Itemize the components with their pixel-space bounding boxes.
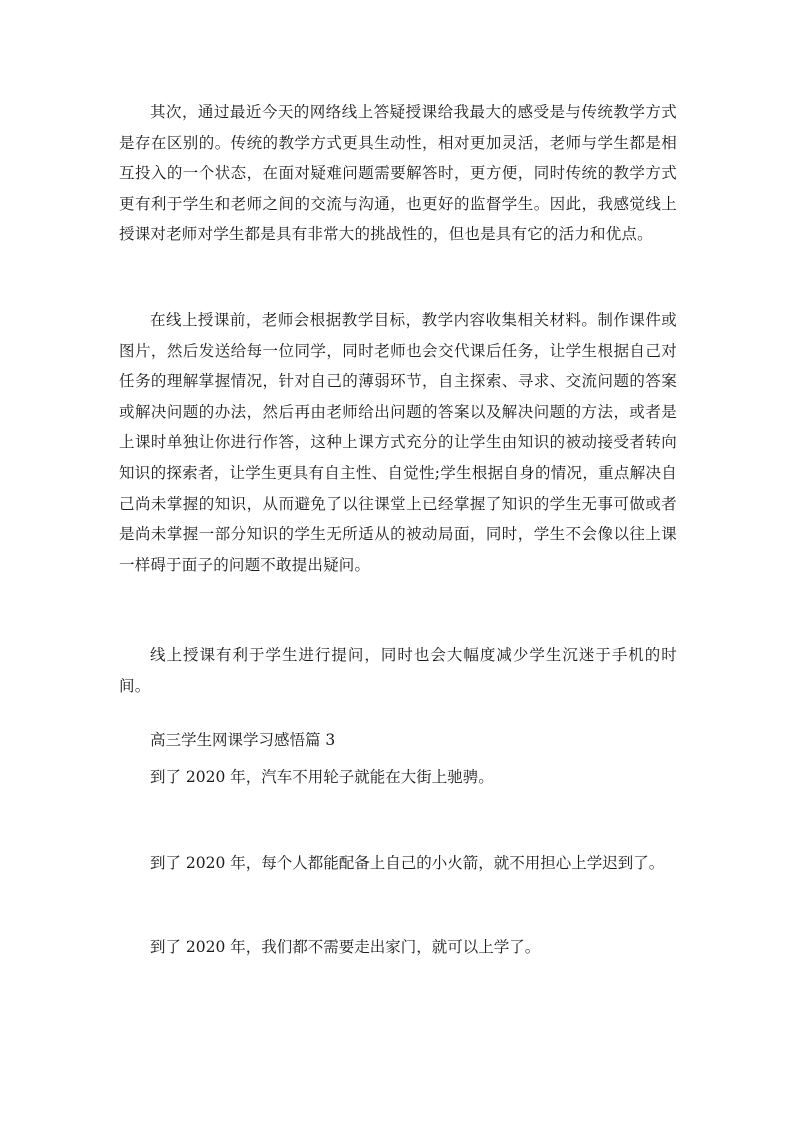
list-item: 到了 2020 年，我们都不需要走出家门，就可以上学了。 (150, 938, 541, 956)
paragraph-before-online-class: 在线上授课前，老师会根据教学目标，教学内容收集相关材料。制作课件或图片，然后发送给每一位同学，同时老师也会交代课后任务，让学生根据自己对任务的理解掌握情况，针对自己的薄弱环节，自主探索、寻求、交流问题的答案或解决问题的办法，然后再由老师给出问题的答案以及解决问题的方法，或者是上课时单独让你进行作答，这种上课方式充分的让学生由知识的被动接受者转向知识的探索者，让学生更具有自主性、自觉性;学生根据自身的情况，重点解决自己尚未掌握的知识，从而避免了以往课堂上已经掌握了知识的学生无事可做或者是尚未掌握一部分知识的学生无所适从的被动局面，同时，学生不会像以往上课一样碍于面子的问题不敢提出疑问。 (119, 311, 677, 574)
paragraph-online-questions: 线上授课有利于学生进行提问，同时也会大幅度减少学生沉迷于手机的时间。 (119, 646, 677, 695)
section-heading: 高三学生网课学习感悟篇 3 (150, 731, 336, 749)
list-item: 到了 2020 年，每个人都能配备上自己的小火箭，就不用担心上学迟到了。 (150, 854, 665, 872)
paragraph-traditional-vs-online: 其次，通过最近今天的网络线上答疑授课给我最大的感受是与传统教学方式是存在区别的。传统的教学方式更具生动性，相对更加灵活，老师与学生都是相互投入的一个状态，在面对疑难问题需要解答时，更方便，同时传统的教学方式更有利于学生和老师之间的交流与沟通，也更好的监督学生。因此，我感觉线上授课对老师对学生都是具有非常大的挑战性的，但也是具有它的活力和优点。 (119, 103, 677, 244)
list-item: 到了 2020 年，汽车不用轮子就能在大街上驰骋。 (150, 768, 494, 786)
